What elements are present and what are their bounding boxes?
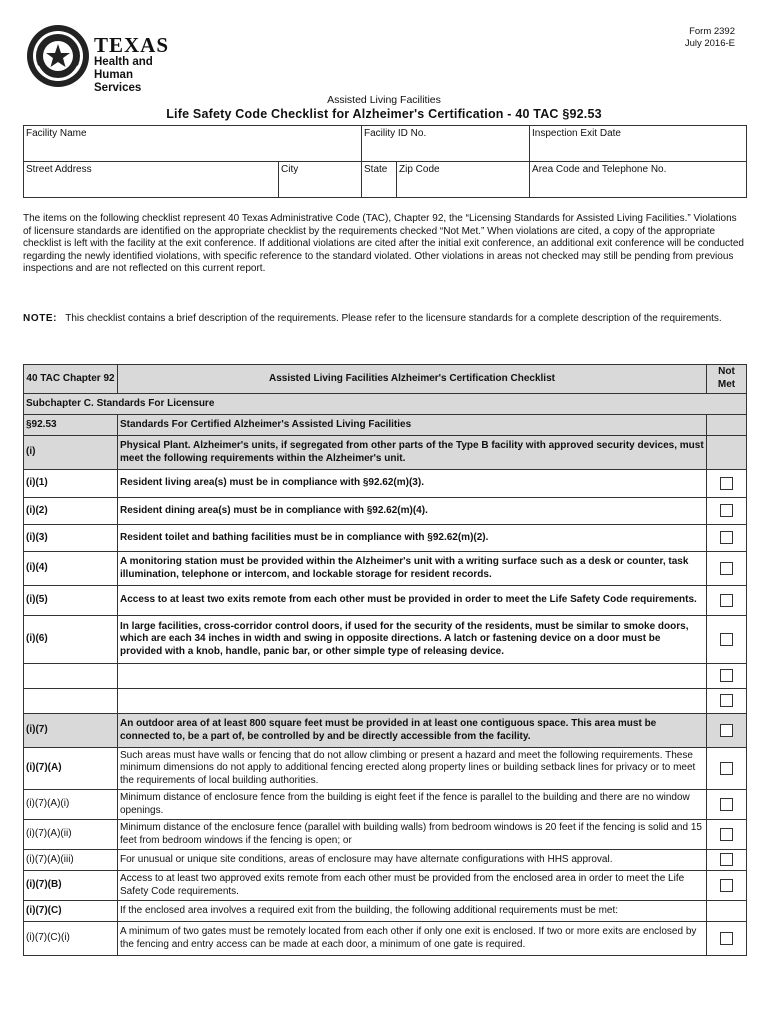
checklist-row: [24, 748, 747, 790]
inspection-exit-date-field[interactable]: [530, 126, 747, 162]
not-met-cell: [707, 586, 747, 616]
row-requirement: Minimum distance of enclosure fence from the building is eight feet if the fence is parallel to the building and there are no window openings.: [118, 790, 707, 820]
row-code: [24, 664, 118, 689]
street-address-label: Street Address: [26, 164, 92, 175]
row-requirement: In large facilities, cross-corridor control doors, if used for the security of the residents, must be similar to smoke doors, which are each 34 inches in width and swing in opposite directions. A latch or fastening device on a door must be provided with a knob, handle, panic bar, or other simple type of releasing device.: [118, 616, 707, 664]
form-identifier: [685, 26, 735, 50]
checklist-row: [24, 820, 747, 850]
checklist-row: [24, 901, 747, 922]
row-requirement: Resident dining area(s) must be in compliance with §92.62(m)(4).: [118, 498, 707, 525]
note-paragraph: [23, 313, 745, 326]
facility-id-label: Facility ID No.: [364, 128, 427, 139]
row-code: (i)(7)(A)(i): [24, 790, 118, 820]
phone-label: Area Code and Telephone No.: [532, 164, 667, 175]
zip-code-field[interactable]: [397, 162, 530, 198]
checklist-row: [24, 498, 747, 525]
row-code: (i)(7)(A)(iii): [24, 850, 118, 871]
checklist-table: [23, 364, 747, 956]
col-header-not-met: Not Met: [707, 365, 747, 394]
agency-line-texas: TEXAS: [94, 33, 170, 57]
facility-info-table: [23, 125, 747, 198]
not-met-cell: [707, 616, 747, 664]
row-code: (i)(7): [24, 714, 118, 748]
city-field[interactable]: [279, 162, 362, 198]
row-requirement: Access to at least two exits remote from each other must be provided in order to meet the Life Safety Code requirements.: [118, 586, 707, 616]
checklist-body: [24, 415, 747, 956]
row-requirement: Resident toilet and bathing facilities must be in compliance with §92.62(m)(2).: [118, 525, 707, 552]
not-met-checkbox[interactable]: [720, 669, 733, 682]
checklist-row: [24, 871, 747, 901]
not-met-cell: [707, 470, 747, 498]
checklist-row: [24, 525, 747, 552]
row-requirement: A monitoring station must be provided within the Alzheimer's unit with a writing surface such as a desk or counter, task illumination, telephone or intercom, and lockable storage for resident records.: [118, 552, 707, 586]
checklist-row: [24, 922, 747, 956]
not-met-checkbox[interactable]: [720, 762, 733, 775]
form-date: July 2016-E: [684, 38, 735, 49]
col-header-tac: 40 TAC Chapter 92: [24, 365, 118, 394]
facility-id-field[interactable]: [362, 126, 530, 162]
intro-paragraph: The items on the following checklist represent 40 Texas Administrative Code (TAC), Chapter 92, the “Licensing Standards for Assisted Living Facilities.” Violations of licensure standards are identified on the appropriate checklist by the requirements checked “Not Met.” When violations are cited, a copy of the appropriate checklist is left with the facility at the exit conference. If additional violations are cited after the initial exit conference, an additional exit conference will be conducted regarding the newly identified violations, with specific reference to the standard violated. Other violations in areas not checked may still be pending from previous inspections and are not reflected on this current report.: [23, 213, 744, 275]
not-met-checkbox[interactable]: [720, 477, 733, 490]
row-requirement: [118, 689, 707, 714]
not-met-cell: [707, 790, 747, 820]
row-code: (i): [24, 436, 118, 470]
row-code: (i)(7)(A)(ii): [24, 820, 118, 850]
not-met-checkbox[interactable]: [720, 879, 733, 892]
agency-line-2: Health and Human: [94, 56, 153, 81]
row-requirement: Resident living area(s) must be in compliance with §92.62(m)(3).: [118, 470, 707, 498]
not-met-cell: [707, 820, 747, 850]
row-code: [24, 689, 118, 714]
form-subtitle: Assisted Living Facilities: [327, 94, 441, 106]
not-met-cell: [707, 664, 747, 689]
texas-seal-icon: [24, 22, 94, 92]
row-requirement: Such areas must have walls or fencing that do not allow climbing or present a hazard and meet the following requirements. These minimum dimensions do not apply to additional fencing erected along property lines or building setback lines for privacy or to meet the requirements of local building authorities.: [118, 748, 707, 790]
not-met-checkbox[interactable]: [720, 724, 733, 737]
checklist-row: [24, 552, 747, 586]
not-met-checkbox[interactable]: [720, 853, 733, 866]
city-label: City: [281, 164, 299, 175]
not-met-cell: [707, 415, 747, 436]
facility-name-label: Facility Name: [26, 128, 87, 139]
agency-line-3: Services: [94, 82, 142, 94]
checklist-row: [24, 790, 747, 820]
note-label: NOTE:: [23, 313, 58, 324]
row-code: (i)(2): [24, 498, 118, 525]
not-met-cell: [707, 850, 747, 871]
row-code: (i)(3): [24, 525, 118, 552]
not-met-checkbox[interactable]: [720, 531, 733, 544]
hhs-logo: [24, 22, 194, 92]
note-text: This checklist contains a brief description of the requirements. Please refer to the licensure standards for a complete description of the requirements.: [65, 313, 722, 324]
row-code: (i)(7)(C)(i): [24, 922, 118, 956]
not-met-checkbox[interactable]: [720, 798, 733, 811]
state-field[interactable]: [362, 162, 397, 198]
not-met-checkbox[interactable]: [720, 594, 733, 607]
street-address-field[interactable]: [24, 162, 279, 198]
checklist-row: [24, 436, 747, 470]
not-met-checkbox[interactable]: [720, 694, 733, 707]
row-requirement: A minimum of two gates must be remotely located from each other if only one exit is enclosed. If two or more exits are enclosed by the fencing and entry access can be made at each door, a minimum of one gate is required.: [118, 922, 707, 956]
form-title: Life Safety Code Checklist for Alzheimer's Certification - 40 TAC §92.53: [166, 107, 602, 121]
checklist-row: [24, 714, 747, 748]
not-met-cell: [707, 498, 747, 525]
facility-name-field[interactable]: [24, 126, 362, 162]
row-code: (i)(5): [24, 586, 118, 616]
not-met-cell: [707, 689, 747, 714]
not-met-cell: [707, 714, 747, 748]
row-requirement: Physical Plant. Alzheimer's units, if segregated from other parts of the Type B facility with approved security devices, must meet the following requirements within the Alzheimer's unit.: [118, 436, 707, 470]
checklist-row: [24, 616, 747, 664]
checklist-row: [24, 850, 747, 871]
row-requirement: [118, 664, 707, 689]
not-met-cell: [707, 901, 747, 922]
row-code: (i)(7)(C): [24, 901, 118, 922]
subchapter-row: Subchapter C. Standards For Licensure: [24, 394, 747, 415]
row-code: §92.53: [24, 415, 118, 436]
not-met-checkbox[interactable]: [720, 828, 733, 841]
row-requirement: If the enclosed area involves a required exit from the building, the following additional requirements must be met:: [118, 901, 707, 922]
checklist-row: [24, 689, 747, 714]
form-number: Form 2392: [689, 26, 735, 37]
not-met-cell: [707, 871, 747, 901]
inspection-exit-date-label: Inspection Exit Date: [532, 128, 621, 139]
not-met-checkbox[interactable]: [720, 932, 733, 945]
row-requirement: Standards For Certified Alzheimer's Assisted Living Facilities: [118, 415, 707, 436]
checklist-row: [24, 470, 747, 498]
checklist-row: [24, 664, 747, 689]
state-label: State: [364, 164, 388, 175]
zip-code-label: Zip Code: [399, 164, 440, 175]
checklist-row: [24, 415, 747, 436]
checklist-row: [24, 586, 747, 616]
not-met-cell: [707, 436, 747, 470]
row-requirement: Access to at least two approved exits remote from each other must be provided from the enclosed area in order to meet the Life Safety Code requirements.: [118, 871, 707, 901]
row-requirement: Minimum distance of the enclosure fence (parallel with building walls) from bedroom windows is 20 feet if the fencing is solid and 15 feet from bedroom windows if the fencing is open; or: [118, 820, 707, 850]
row-code: (i)(7)(B): [24, 871, 118, 901]
row-code: (i)(4): [24, 552, 118, 586]
not-met-cell: [707, 748, 747, 790]
not-met-checkbox[interactable]: [720, 562, 733, 575]
row-code: (i)(6): [24, 616, 118, 664]
row-code: (i)(1): [24, 470, 118, 498]
not-met-cell: [707, 525, 747, 552]
not-met-cell: [707, 922, 747, 956]
phone-field[interactable]: [530, 162, 747, 198]
row-requirement: For unusual or unique site conditions, areas of enclosure may have alternate configurations with HHS approval.: [118, 850, 707, 871]
row-requirement: An outdoor area of at least 800 square feet must be provided in at least one contiguous space. This area must be connected to, be a part of, be controlled by and be directly accessible from the facility.: [118, 714, 707, 748]
col-header-checklist: Assisted Living Facilities Alzheimer's Certification Checklist: [118, 365, 707, 394]
agency-name: [94, 34, 194, 95]
row-code: (i)(7)(A): [24, 748, 118, 790]
not-met-checkbox[interactable]: [720, 633, 733, 646]
not-met-cell: [707, 552, 747, 586]
not-met-checkbox[interactable]: [720, 504, 733, 517]
